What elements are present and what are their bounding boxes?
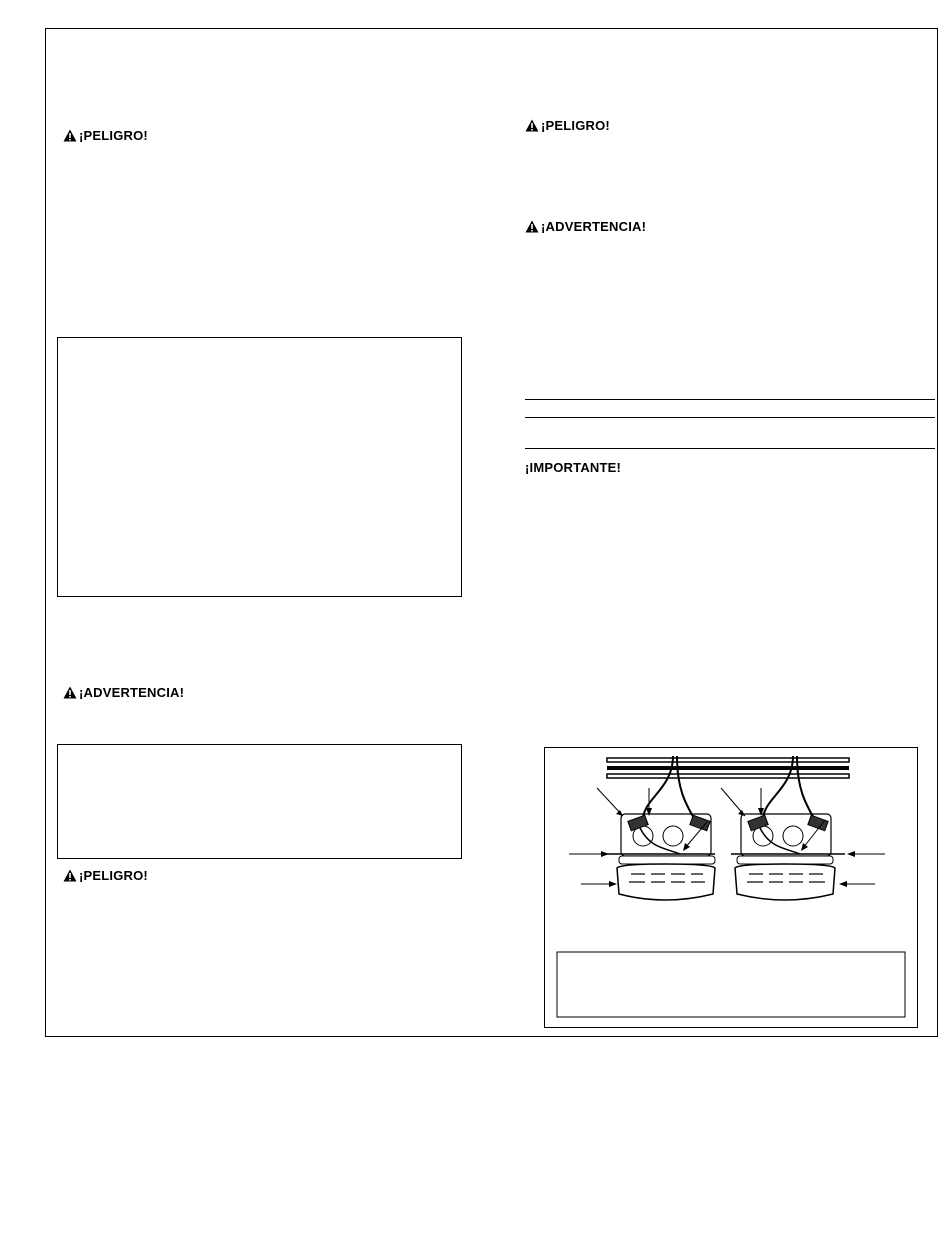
warning-heading-left-1 <box>63 685 184 700</box>
ceiling-fixture-diagram <box>545 748 917 1027</box>
warning-heading-text: ¡ADVERTENCIA! <box>79 685 185 700</box>
warning-heading-right-1 <box>525 219 646 234</box>
wiring-figure <box>544 747 918 1028</box>
warning-triangle-icon <box>63 686 77 699</box>
danger-heading-right-1 <box>525 118 610 133</box>
warning-heading-text: ¡ADVERTENCIA! <box>541 219 647 234</box>
important-heading <box>525 460 621 475</box>
divider-rule <box>525 417 935 418</box>
danger-heading-left-1 <box>63 128 148 143</box>
warning-triangle-icon <box>525 119 539 132</box>
important-heading-text: ¡IMPORTANTE! <box>525 460 622 475</box>
notice-box-left-2 <box>57 744 462 859</box>
warning-triangle-icon <box>525 220 539 233</box>
divider-rule <box>525 399 935 400</box>
danger-heading-text: ¡PELIGRO! <box>79 868 148 883</box>
warning-triangle-icon <box>63 869 77 882</box>
danger-heading-left-2 <box>63 868 148 883</box>
warning-triangle-icon <box>63 129 77 142</box>
danger-heading-text: ¡PELIGRO! <box>79 128 148 143</box>
notice-box-left-1 <box>57 337 462 597</box>
divider-rule <box>525 448 935 449</box>
danger-heading-text: ¡PELIGRO! <box>541 118 610 133</box>
